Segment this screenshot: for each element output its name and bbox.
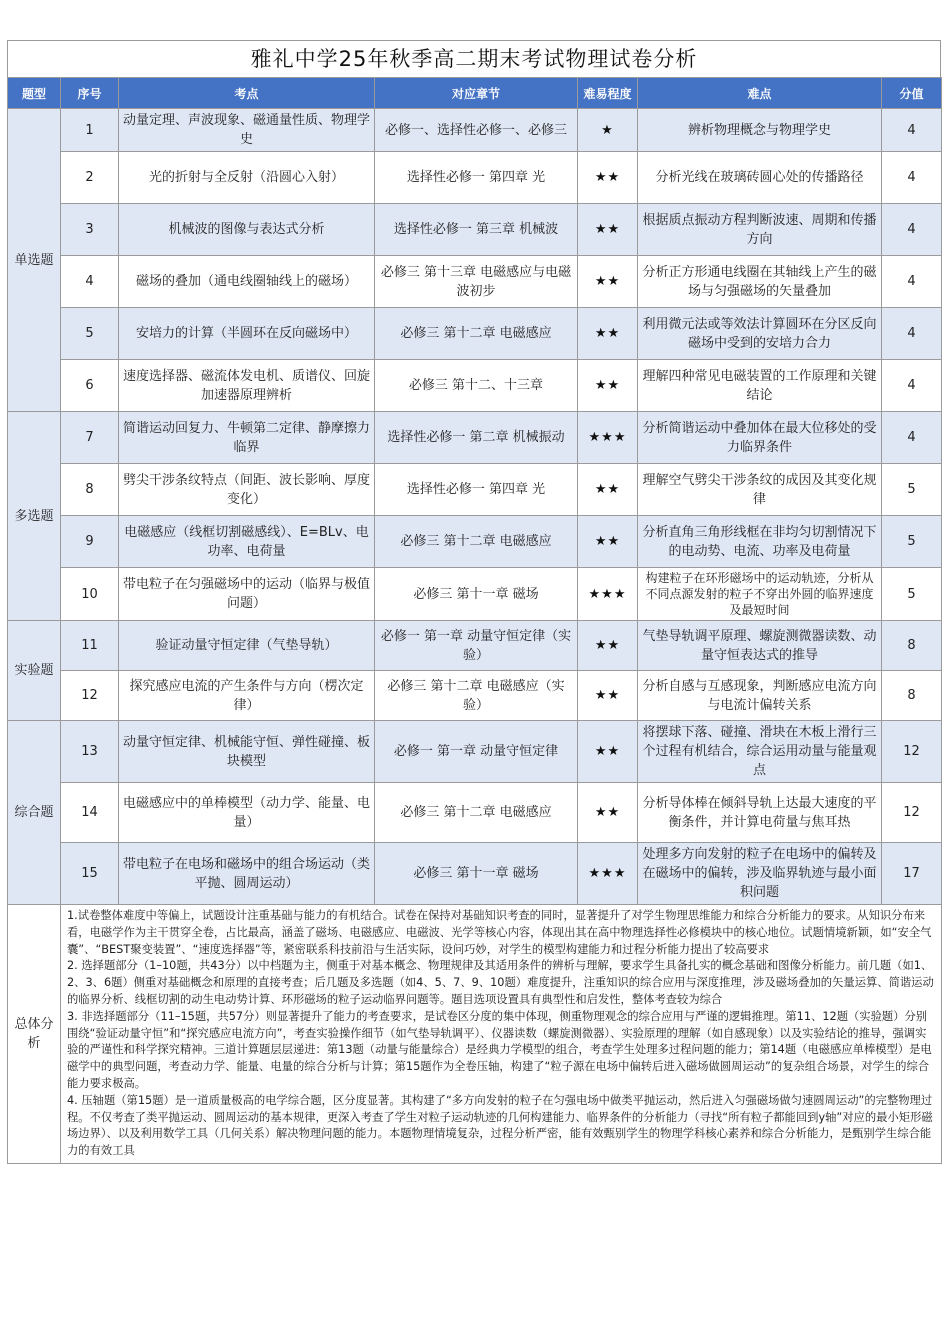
- number-cell: 5: [61, 308, 119, 360]
- level-cell: ★★: [578, 204, 638, 256]
- point-cell: 简谐运动回复力、牛顿第二定律、静摩擦力临界: [119, 412, 375, 464]
- level-cell: ★★: [578, 671, 638, 721]
- chapter-cell: 必修一 第一章 动量守恒定律: [375, 721, 578, 783]
- point-cell: 带电粒子在匀强磁场中的运动（临界与极值问题）: [119, 568, 375, 621]
- level-cell: ★: [578, 109, 638, 152]
- table-row: [8, 204, 942, 256]
- table-row: [8, 152, 942, 204]
- question-type-cell: 单选题: [8, 109, 61, 412]
- analysis-table: [7, 77, 942, 1164]
- summary-paragraph: 4. 压轴题（第15题）是一道质量极高的电学综合题，区分度显著。其构建了“多方向发射的粒子在匀强电场中做类平抛运动，然后进入匀强磁场做匀速圆周运动”的完整物理过程。不仅考查了类平抛运动、圆周运动的基本规律，更深入考查了学生对粒子运动轨迹的几何构建能力、临界条件的分析能力（寻找“所有粒子都能回到y轴”对应的最小矩形磁场边界）、以及利用数学工具（几何关系）解决物理问题的能力。本题物理情境复杂，过程分析严密，能有效甄别学生的物理学科核心素养和综合分析能力，是甄别学生综合能力的有效工具: [67, 1093, 933, 1158]
- header-cell: 序号: [61, 78, 119, 109]
- point-cell: 带电粒子在电场和磁场中的组合场运动（类平抛、圆周运动）: [119, 843, 375, 905]
- table-row: [8, 256, 942, 308]
- chapter-cell: 必修一 第一章 动量守恒定律（实验）: [375, 621, 578, 671]
- number-cell: 7: [61, 412, 119, 464]
- chapter-cell: 必修三 第十二章 电磁感应: [375, 783, 578, 843]
- point-cell: 电磁感应（线框切割磁感线）、E=BLv、电功率、电荷量: [119, 516, 375, 568]
- table-row: [8, 721, 942, 783]
- table-row: [8, 843, 942, 905]
- score-cell: 4: [882, 308, 942, 360]
- question-type-cell: 实验题: [8, 621, 61, 721]
- question-type-cell: 综合题: [8, 721, 61, 905]
- chapter-cell: 必修一、选择性必修一、必修三: [375, 109, 578, 152]
- difficulty-cell: 理解四种常见电磁装置的工作原理和关键结论: [638, 360, 882, 412]
- level-cell: ★★: [578, 721, 638, 783]
- point-cell: 劈尖干涉条纹特点（间距、波长影响、厚度变化）: [119, 464, 375, 516]
- level-cell: ★★: [578, 256, 638, 308]
- header-cell: 难易程度: [578, 78, 638, 109]
- difficulty-cell: 分析光线在玻璃砖圆心处的传播路径: [638, 152, 882, 204]
- header-cell: 题型: [8, 78, 61, 109]
- number-cell: 6: [61, 360, 119, 412]
- table-row: [8, 783, 942, 843]
- difficulty-cell: 处理多方向发射的粒子在电场中的偏转及在磁场中的偏转，涉及临界轨迹与最小面积问题: [638, 843, 882, 905]
- difficulty-cell: 分析自感与互感现象，判断感应电流方向与电流计偏转关系: [638, 671, 882, 721]
- point-cell: 动量守恒定律、机械能守恒、弹性碰撞、板块模型: [119, 721, 375, 783]
- difficulty-cell: 气垫导轨调平原理、螺旋测微器读数、动量守恒表达式的推导: [638, 621, 882, 671]
- level-cell: ★★★: [578, 412, 638, 464]
- number-cell: 10: [61, 568, 119, 621]
- score-cell: 4: [882, 412, 942, 464]
- header-cell: 对应章节: [375, 78, 578, 109]
- difficulty-cell: 将摆球下落、碰撞、滑块在木板上滑行三个过程有机结合，综合运用动量与能量观点: [638, 721, 882, 783]
- score-cell: 4: [882, 256, 942, 308]
- level-cell: ★★: [578, 621, 638, 671]
- level-cell: ★★: [578, 783, 638, 843]
- chapter-cell: 必修三 第十二章 电磁感应（实验）: [375, 671, 578, 721]
- difficulty-cell: 分析直角三角形线框在非均匀切割情况下的电动势、电流、功率及电荷量: [638, 516, 882, 568]
- number-cell: 11: [61, 621, 119, 671]
- number-cell: 3: [61, 204, 119, 256]
- table-row: [8, 516, 942, 568]
- score-cell: 17: [882, 843, 942, 905]
- number-cell: 2: [61, 152, 119, 204]
- summary-text: [61, 905, 942, 1164]
- question-type-cell: 多选题: [8, 412, 61, 621]
- difficulty-cell: 辨析物理概念与物理学史: [638, 109, 882, 152]
- table-row: [8, 412, 942, 464]
- chapter-cell: 选择性必修一 第二章 机械振动: [375, 412, 578, 464]
- number-cell: 15: [61, 843, 119, 905]
- point-cell: 探究感应电流的产生条件与方向（楞次定律）: [119, 671, 375, 721]
- score-cell: 12: [882, 721, 942, 783]
- score-cell: 4: [882, 204, 942, 256]
- number-cell: 1: [61, 109, 119, 152]
- difficulty-cell: 构建粒子在环形磁场中的运动轨迹，分析从不同点源发射的粒子不穿出外圆的临界速度及最短时间: [638, 568, 882, 621]
- score-cell: 8: [882, 671, 942, 721]
- difficulty-cell: 分析导体棒在倾斜导轨上达最大速度的平衡条件，并计算电荷量与焦耳热: [638, 783, 882, 843]
- summary-paragraph: 1.试卷整体难度中等偏上，试题设计注重基础与能力的有机结合。试卷在保持对基础知识考查的同时，显著提升了对学生物理思维能力和综合分析能力的要求。从知识分布来看，电磁学作为主干贯穿全卷，占比最高，涵盖了磁场、电磁感应、电磁波、光学等核心内容，体现出其在高中物理选择性必修模块中的核心地位。试题情境新颖，如“安全气囊”、“BEST聚变装置”、“速度选择器”等，紧密联系科技前沿与生活实际，设问巧妙，对学生的模型构建能力和过程分析能力提出了较高要求: [67, 909, 932, 956]
- chapter-cell: 必修三 第十二章 电磁感应: [375, 308, 578, 360]
- level-cell: ★★: [578, 464, 638, 516]
- number-cell: 13: [61, 721, 119, 783]
- number-cell: 8: [61, 464, 119, 516]
- score-cell: 12: [882, 783, 942, 843]
- score-cell: 5: [882, 568, 942, 621]
- point-cell: 动量定理、声波现象、磁通量性质、物理学史: [119, 109, 375, 152]
- summary-paragraph: 3. 非选择题部分（11–15题，共57分）则显著提升了能力的考查要求，是试卷区分度的集中体现，侧重物理观念的综合应用与严谨的逻辑推理。第11、12题（实验题）分别围绕“验证动量守恒”和“探究感应电流方向”，考查实验操作细节（如气垫导轨调平）、仪器读数（螺旋测微器）、实验原理的理解（如自感现象）以及实验结论的推导，强调实验的严谨性和科学探究精神。三道计算题层层递进：第13题（动量与能量综合）是经典力学模型的组合，考查学生处理多过程问题的能力；第14题（电磁感应单棒模型）是电磁学中的典型问题，考查动力学、能量、电量的综合分析与计算；第15题作为全卷压轴，构建了“粒子源在电场中偏转后进入磁场做圆周运动”的复杂组合场景，对学生的综合能力要求极高。: [67, 1009, 932, 1090]
- point-cell: 机械波的图像与表达式分析: [119, 204, 375, 256]
- number-cell: 4: [61, 256, 119, 308]
- chapter-cell: 必修三 第十一章 磁场: [375, 843, 578, 905]
- level-cell: ★★: [578, 516, 638, 568]
- difficulty-cell: 分析正方形通电线圈在其轴线上产生的磁场与匀强磁场的矢量叠加: [638, 256, 882, 308]
- score-cell: 8: [882, 621, 942, 671]
- level-cell: ★★: [578, 308, 638, 360]
- header-cell: 难点: [638, 78, 882, 109]
- table-row: [8, 360, 942, 412]
- table-row: [8, 621, 942, 671]
- score-cell: 5: [882, 516, 942, 568]
- score-cell: 4: [882, 360, 942, 412]
- table-row: [8, 671, 942, 721]
- chapter-cell: 必修三 第十一章 磁场: [375, 568, 578, 621]
- level-cell: ★★★: [578, 843, 638, 905]
- table-row: [8, 109, 942, 152]
- chapter-cell: 必修三 第十二、十三章: [375, 360, 578, 412]
- level-cell: ★★★: [578, 568, 638, 621]
- point-cell: 磁场的叠加（通电线圈轴线上的磁场）: [119, 256, 375, 308]
- chapter-cell: 必修三 第十二章 电磁感应: [375, 516, 578, 568]
- difficulty-cell: 利用微元法或等效法计算圆环在分区反向磁场中受到的安培力合力: [638, 308, 882, 360]
- summary-row: [8, 905, 942, 1164]
- score-cell: 5: [882, 464, 942, 516]
- analysis-sheet: [7, 40, 941, 1164]
- chapter-cell: 选择性必修一 第三章 机械波: [375, 204, 578, 256]
- header-cell: 考点: [119, 78, 375, 109]
- chapter-cell: 选择性必修一 第四章 光: [375, 464, 578, 516]
- number-cell: 9: [61, 516, 119, 568]
- point-cell: 验证动量守恒定律（气垫导轨）: [119, 621, 375, 671]
- chapter-cell: 必修三 第十三章 电磁感应与电磁波初步: [375, 256, 578, 308]
- summary-paragraph: 2. 选择题部分（1–10题，共43分）以中档题为主，侧重于对基本概念、物理规律及其适用条件的辨析与理解，要求学生具备扎实的概念基础和图像分析能力。前几题（如1、2、3、6题）侧重对基础概念和原理的直接考查；后几题及多选题（如4、5、7、9、10题）难度提升，注重知识的综合应用与深度推理，涉及磁场叠加的矢量运算、简谐运动的临界分析、线框切割的动生电动势计算、环形磁场的粒子运动临界问题等。题目选项设置具有典型性和启发性，整体考查较为综合: [67, 959, 934, 1006]
- summary-label: 总体分析: [8, 905, 61, 1164]
- difficulty-cell: 理解空气劈尖干涉条纹的成因及其变化规律: [638, 464, 882, 516]
- chapter-cell: 选择性必修一 第四章 光: [375, 152, 578, 204]
- number-cell: 14: [61, 783, 119, 843]
- table-body: [8, 109, 942, 1164]
- point-cell: 安培力的计算（半圆环在反向磁场中）: [119, 308, 375, 360]
- number-cell: 12: [61, 671, 119, 721]
- point-cell: 光的折射与全反射（沿圆心入射）: [119, 152, 375, 204]
- level-cell: ★★: [578, 152, 638, 204]
- score-cell: 4: [882, 109, 942, 152]
- score-cell: 4: [882, 152, 942, 204]
- header-row: [8, 78, 942, 109]
- point-cell: 速度选择器、磁流体发电机、质谱仪、回旋加速器原理辨析: [119, 360, 375, 412]
- level-cell: ★★: [578, 360, 638, 412]
- page-title: 雅礼中学25年秋季高二期末考试物理试卷分析: [7, 40, 941, 77]
- point-cell: 电磁感应中的单棒模型（动力学、能量、电量）: [119, 783, 375, 843]
- header-cell: 分值: [882, 78, 942, 109]
- difficulty-cell: 根据质点振动方程判断波速、周期和传播方向: [638, 204, 882, 256]
- table-row: [8, 464, 942, 516]
- difficulty-cell: 分析简谐运动中叠加体在最大位移处的受力临界条件: [638, 412, 882, 464]
- table-row: [8, 568, 942, 621]
- table-row: [8, 308, 942, 360]
